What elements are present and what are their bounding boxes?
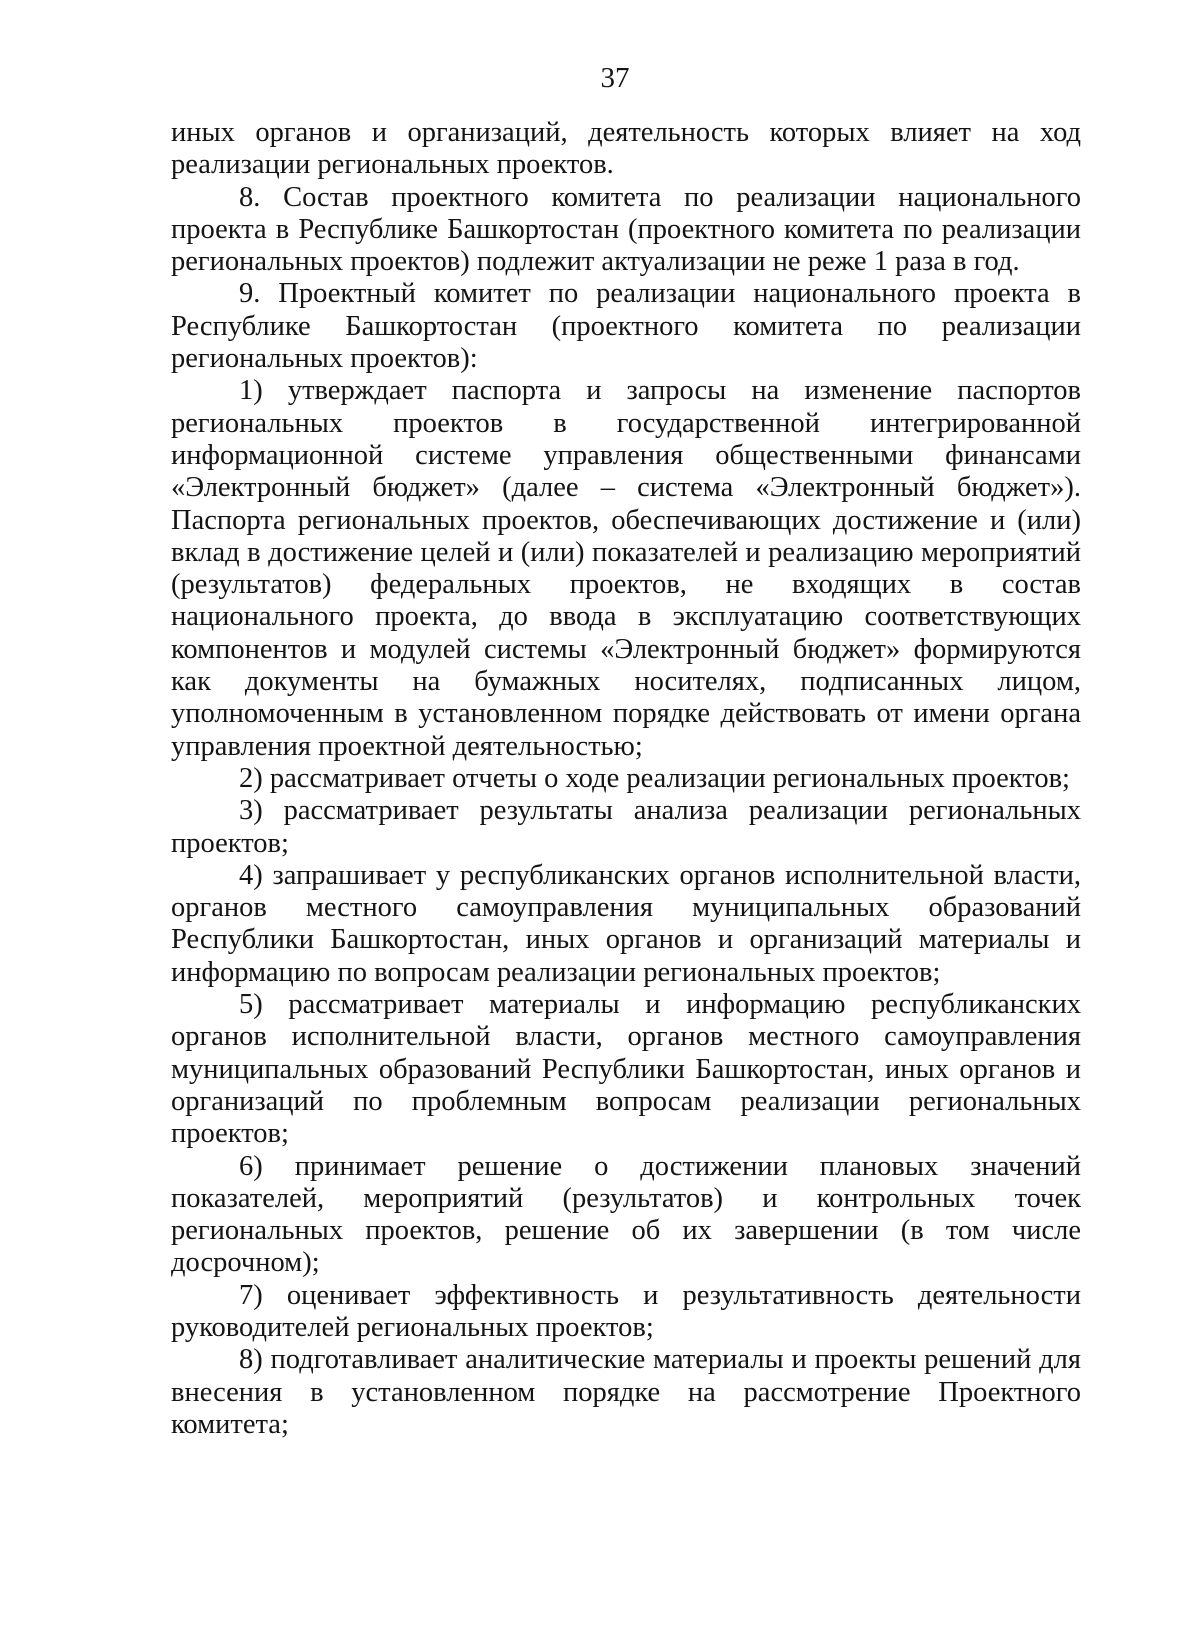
paragraph: 9. Проектный комитет по реализации национального проекта в Республике Башкортостан (проектного комитета по реализации региональных проектов): xyxy=(171,278,1081,375)
list-item: 1) утверждает паспорта и запросы на изменение паспортов региональных проектов в государственной интегрированной информационной системе управления общественными финансами «Электронный бюджет» (далее – система «Электронный бюджет»). Паспорта региональных проектов, обеспечивающих достижение и (или) вклад в достижение целей и (или) показателей и реализацию мероприятий (результатов) федеральных проектов, не входящих в состав национального проекта, до ввода в эксплуатацию соответствующих компонентов и модулей системы «Электронный бюджет» формируются как документы на бумажных носителях, подписанных лицом, уполномоченным в установленном порядке действовать от имени органа управления проектной деятельностью; xyxy=(171,375,1081,762)
list-item: 4) запрашивает у республиканских органов исполнительной власти, органов местного самоуправления муниципальных образований Республики Башкортостан, иных органов и организаций материалы и информацию по вопросам реализации региональных проектов; xyxy=(171,859,1081,988)
paragraph: иных органов и организаций, деятельность которых влияет на ход реализации региональных проектов. xyxy=(171,117,1081,181)
paragraph: 8. Состав проектного комитета по реализации национального проекта в Республике Башкортостан (проектного комитета по реализации региональных проектов) подлежит актуализации не реже 1 раза в год. xyxy=(171,181,1081,278)
list-item: 3) рассматривает результаты анализа реализации региональных проектов; xyxy=(171,795,1081,859)
list-item: 5) рассматривает материалы и информацию республиканских органов исполнительной власти, органов местного самоуправления муниципальных образований Республики Башкортостан, иных органов и организаций по проблемным вопросам реализации региональных проектов; xyxy=(171,989,1081,1150)
list-item: 7) оценивает эффективность и результативность деятельности руководителей региональных проектов; xyxy=(171,1279,1081,1343)
list-item: 6) принимает решение о достижении плановых значений показателей, мероприятий (результатов) и контрольных точек региональных проектов, решение об их завершении (в том числе досрочном); xyxy=(171,1150,1081,1279)
page-number: 37 xyxy=(600,62,630,94)
document-body xyxy=(171,117,1081,1441)
list-item: 8) подготавливает аналитические материалы и проекты решений для внесения в установленном порядке на рассмотрение Проектного комитета; xyxy=(171,1344,1081,1440)
list-item: 2) рассматривает отчеты о ходе реализации региональных проектов; xyxy=(239,762,1070,794)
